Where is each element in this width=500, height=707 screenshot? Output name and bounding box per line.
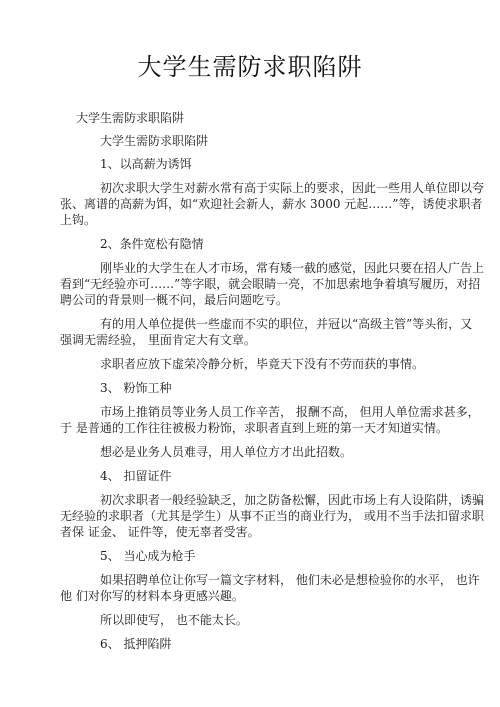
- paragraph-line: 初次求职大学生对薪水常有高于实际上的要求，因此一些用人单位即以夸: [100, 181, 485, 195]
- paragraph-line: 聘公司的背景则一概不问，最后问题吃亏。: [60, 293, 289, 307]
- section-heading-5: 5、 当心成为枪手: [100, 549, 196, 563]
- paragraph-line: 所以即使写， 也不能太长。: [100, 613, 248, 627]
- paragraph-line: 市场上推销员等业务人员工作辛苦， 报酬不高， 但用人单位需求甚多，: [100, 405, 480, 419]
- paragraph-line: 张、离谱的高薪为饵，如“欢迎社会新人，薪水 3000 元起……”等，诱使求职者: [60, 197, 483, 211]
- paragraph-line: 无经验的求职者（尤其是学生）从事不正当的商业行为， 或用不当手法扣留求职: [60, 509, 484, 523]
- paragraph-line: 有的用人单位提供一些虚而不实的职位，并冠以“高级主管”等头衔，又: [100, 317, 473, 331]
- section-heading-1: 1、以高薪为诱饵: [100, 157, 192, 171]
- paragraph-line: 求职者应放下虚荣冷静分析，毕竟天下没有不劳而获的事情。: [100, 357, 425, 371]
- paragraph-line: 于 是普通的工作往往被极力粉饰，求职者直到上班的第一天才知道实情。: [60, 421, 448, 435]
- subtitle-1: 大学生需防求职陷阱: [76, 111, 185, 125]
- section-heading-4: 4、 扣留证件: [100, 469, 172, 483]
- document-title: 大学生需防求职陷阱: [137, 53, 363, 81]
- section-heading-3: 3、 粉饰工种: [100, 381, 172, 395]
- paragraph-line: 强调无需经验， 里面肯定大有文章。: [60, 333, 256, 347]
- paragraph-line: 他 们对你写的材料本身更感兴趣。: [60, 589, 244, 603]
- paragraph-line: 看到“无经验亦可……”等字眼，就会眼睛一亮，不加思索地争着填写履历，对招: [60, 277, 481, 291]
- paragraph-line: 刚毕业的大学生在人才市场，常有矮一截的感觉，因此只要在招人广告上: [100, 261, 485, 275]
- section-heading-2: 2、条件宽松有隐情: [100, 237, 204, 251]
- paragraph-line: 上钩。: [60, 213, 97, 227]
- paragraph-line: 想必是业务人员难寻，用人单位方才出此招数。: [100, 445, 353, 459]
- paragraph-line: 者保 证金、 证件等，使无辜者受害。: [60, 525, 260, 539]
- paragraph-line: 初次求职者一般经验缺乏，加之防备松懈，因此市场上有人设陷阱，诱骗: [100, 493, 485, 507]
- paragraph-line: 如果招聘单位让你写一篇文字材料， 他们未必是想检验你的水平， 也许: [100, 573, 480, 587]
- subtitle-2: 大学生需防求职陷阱: [100, 134, 209, 148]
- section-heading-6: 6、 抵押陷阱: [100, 637, 172, 651]
